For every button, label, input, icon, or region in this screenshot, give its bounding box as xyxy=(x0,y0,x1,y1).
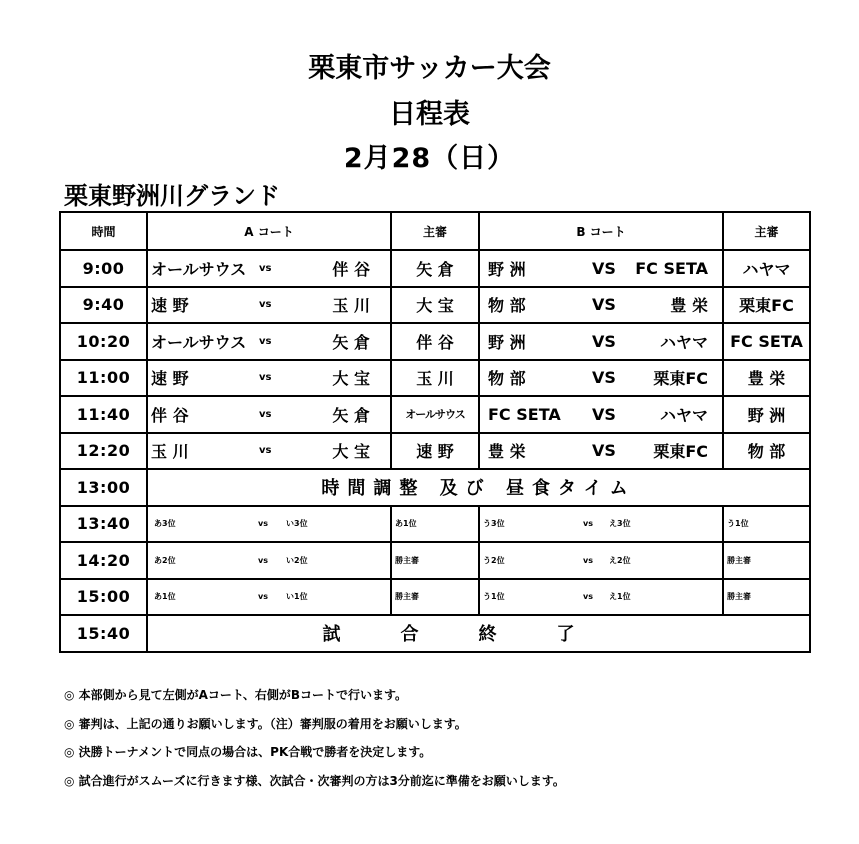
match-pair xyxy=(151,543,390,578)
table-row xyxy=(60,506,810,543)
team-right: 大 宝 xyxy=(332,369,370,389)
time-cell: 15:40 xyxy=(60,615,147,652)
match-cell-b xyxy=(479,396,723,433)
team-left: 伴 谷 xyxy=(151,405,189,425)
vs-label: VS xyxy=(592,258,616,278)
team-right: 栗東FC xyxy=(653,369,708,389)
vs-label: VS xyxy=(592,368,616,388)
time-cell: 15:00 xyxy=(60,579,147,616)
vs-label: vs xyxy=(258,519,268,529)
vs-label: vs xyxy=(259,372,272,384)
vs-label: vs xyxy=(259,408,272,420)
team-right: 大 宝 xyxy=(332,442,370,462)
table-row xyxy=(60,360,810,397)
match-pair xyxy=(480,324,722,359)
match-pair xyxy=(151,507,390,542)
time-cell: 11:00 xyxy=(60,360,147,397)
end-row xyxy=(60,615,810,652)
notes-section xyxy=(64,686,565,800)
table-row xyxy=(60,250,810,287)
match-cell-b xyxy=(479,542,723,579)
table-row xyxy=(60,579,810,616)
match-cell-a xyxy=(147,323,391,360)
time-cell: 9:00 xyxy=(60,250,147,287)
table-row xyxy=(60,542,810,579)
break-text: 時間調整 及び 昼食タイム xyxy=(147,469,810,506)
referee-cell: ハヤマ xyxy=(723,250,810,287)
match-pair xyxy=(483,507,722,542)
vs-label: vs xyxy=(583,519,593,529)
team-right: え1位 xyxy=(609,592,631,602)
note-line: ◎ 決勝トーナメントで同点の場合は、PK合戦で勝者を決定します。 xyxy=(64,745,432,759)
referee-cell: 大 宝 xyxy=(391,287,479,324)
match-cell-b xyxy=(479,287,723,324)
team-left: あ2位 xyxy=(154,555,176,565)
match-pair xyxy=(480,434,722,469)
referee-cell: 物 部 xyxy=(723,433,810,470)
team-left: う3位 xyxy=(483,519,505,529)
header-court-b: B コート xyxy=(479,212,723,250)
team-left: オールサウス xyxy=(151,332,247,352)
time-cell: 11:40 xyxy=(60,396,147,433)
referee-cell: 栗東FC xyxy=(723,287,810,324)
note-line: ◎ 審判は、上記の通りお願いします。（注）審判服の着用をお願いします。 xyxy=(64,716,467,731)
match-cell-b xyxy=(479,579,723,616)
vs-label: vs xyxy=(583,592,593,602)
table-row xyxy=(60,287,810,324)
time-cell: 13:00 xyxy=(60,469,147,506)
team-right: 矢 倉 xyxy=(332,405,370,425)
team-left: 速 野 xyxy=(151,296,189,316)
end-text: 試合終了 xyxy=(147,615,810,652)
team-right: 玉 川 xyxy=(332,296,370,316)
match-pair xyxy=(148,397,390,432)
table-row xyxy=(60,323,810,360)
team-right: FC SETA xyxy=(635,258,708,278)
header-referee-b: 主審 xyxy=(723,212,810,250)
vs-label: vs xyxy=(259,262,272,274)
time-cell: 13:40 xyxy=(60,506,147,543)
schedule-table xyxy=(59,211,811,653)
team-right: え3位 xyxy=(609,519,631,529)
vs-label: vs xyxy=(583,555,593,565)
team-left: FC SETA xyxy=(488,404,561,424)
vs-label: VS xyxy=(592,295,616,315)
team-left: あ3位 xyxy=(154,519,176,529)
team-right: え2位 xyxy=(609,555,631,565)
team-right: 矢 倉 xyxy=(332,332,370,352)
referee-cell: 勝主審 xyxy=(723,542,810,579)
table-header-row xyxy=(60,212,810,250)
team-right: い3位 xyxy=(286,519,308,529)
referee-cell: 勝主審 xyxy=(391,542,479,579)
vs-label: VS xyxy=(592,331,616,351)
vs-label: vs xyxy=(259,445,272,457)
team-left: 野 洲 xyxy=(488,259,526,279)
referee-cell: FC SETA xyxy=(723,323,810,360)
team-left: 物 部 xyxy=(488,369,526,389)
vs-label: vs xyxy=(258,592,268,602)
match-cell-b xyxy=(479,506,723,543)
match-cell-b xyxy=(479,250,723,287)
time-cell: 10:20 xyxy=(60,323,147,360)
referee-cell: オールサウス xyxy=(391,396,479,433)
team-left: 物 部 xyxy=(488,296,526,316)
team-left: う1位 xyxy=(483,592,505,602)
match-cell-a xyxy=(147,433,391,470)
match-pair xyxy=(148,251,390,286)
match-pair xyxy=(480,288,722,323)
team-left: 速 野 xyxy=(151,369,189,389)
team-right: 伴 谷 xyxy=(332,259,370,279)
break-row xyxy=(60,469,810,506)
match-pair xyxy=(483,543,722,578)
vs-label: VS xyxy=(592,404,616,424)
page-subtitle: 日程表 xyxy=(389,99,470,130)
referee-cell: あ1位 xyxy=(391,506,479,543)
event-date: 2月28（日） xyxy=(343,143,516,174)
table-row xyxy=(60,396,810,433)
team-left: あ1位 xyxy=(154,592,176,602)
match-cell-a xyxy=(147,287,391,324)
team-right: 栗東FC xyxy=(653,442,708,462)
match-cell-a xyxy=(147,542,391,579)
match-pair xyxy=(480,397,722,432)
team-left: う2位 xyxy=(483,555,505,565)
match-pair xyxy=(148,324,390,359)
header-referee-a: 主審 xyxy=(391,212,479,250)
team-left: 玉 川 xyxy=(151,442,189,462)
referee-cell: 矢 倉 xyxy=(391,250,479,287)
note-line: ◎ 本部側から見て左側がAコート、右側がBコートで行います。 xyxy=(64,688,408,702)
referee-cell: 豊 栄 xyxy=(723,360,810,397)
header-court-a: A コート xyxy=(147,212,391,250)
team-left: 豊 栄 xyxy=(488,442,526,462)
match-pair xyxy=(483,580,722,615)
note-line: ◎ 試合進行がスムーズに行きます様、次試合・次審判の方は3分前迄に準備をお願いします。 xyxy=(64,773,565,788)
vs-label: vs xyxy=(259,299,272,311)
referee-cell: 速 野 xyxy=(391,433,479,470)
referee-cell: 玉 川 xyxy=(391,360,479,397)
match-cell-a xyxy=(147,579,391,616)
team-right: 豊 栄 xyxy=(670,296,708,316)
team-right: い1位 xyxy=(286,592,308,602)
header-time: 時間 xyxy=(60,212,147,250)
referee-cell: 伴 谷 xyxy=(391,323,479,360)
match-cell-a xyxy=(147,396,391,433)
vs-label: vs xyxy=(258,555,268,565)
match-pair xyxy=(480,361,722,396)
vs-label: VS xyxy=(592,441,616,461)
team-right: ハヤマ xyxy=(659,332,708,352)
table-row xyxy=(60,433,810,470)
match-pair xyxy=(148,434,390,469)
page-title: 栗東市サッカー大会 xyxy=(308,53,551,84)
venue-name: 栗東野洲川グランド xyxy=(64,182,280,210)
team-left: オールサウス xyxy=(151,259,247,279)
referee-cell: 勝主審 xyxy=(391,579,479,616)
vs-label: vs xyxy=(259,335,272,347)
referee-cell: 勝主審 xyxy=(723,579,810,616)
time-cell: 12:20 xyxy=(60,433,147,470)
time-cell: 14:20 xyxy=(60,542,147,579)
match-cell-b xyxy=(479,433,723,470)
match-pair xyxy=(148,288,390,323)
team-right: ハヤマ xyxy=(659,405,708,425)
team-left: 野 洲 xyxy=(488,332,526,352)
match-cell-a xyxy=(147,250,391,287)
match-pair xyxy=(480,251,722,286)
time-cell: 9:40 xyxy=(60,287,147,324)
referee-cell: う1位 xyxy=(723,506,810,543)
match-cell-a xyxy=(147,360,391,397)
match-pair xyxy=(148,361,390,396)
match-cell-b xyxy=(479,323,723,360)
team-right: い2位 xyxy=(286,555,308,565)
match-cell-a xyxy=(147,506,391,543)
referee-cell: 野 洲 xyxy=(723,396,810,433)
match-pair xyxy=(151,580,390,615)
match-cell-b xyxy=(479,360,723,397)
